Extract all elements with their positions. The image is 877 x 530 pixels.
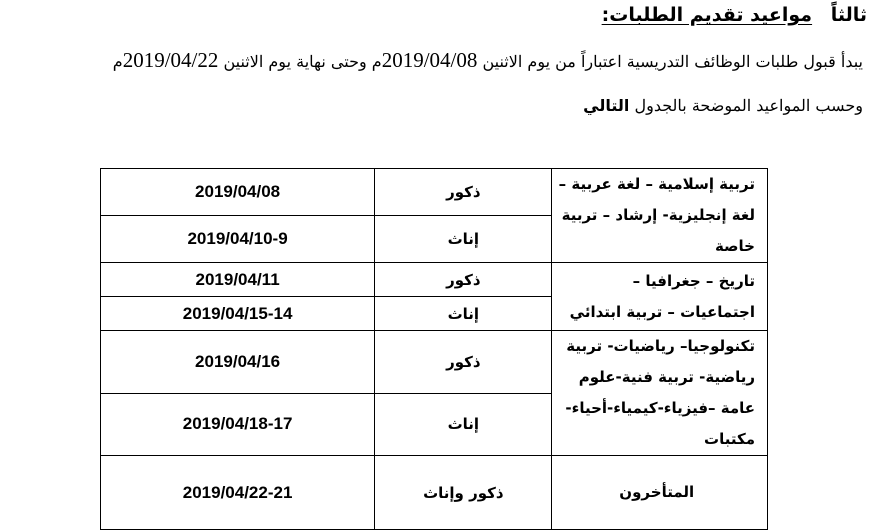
subject-cell: تربية إسلامية – لغة عربية – لغة إنجليزية- إرشاد – تربية خاصة <box>552 169 768 263</box>
date-cell: 2019/04/08 <box>101 169 375 216</box>
intro-line-2-bold: التالي <box>583 96 630 115</box>
start-date: 2019/04/08 <box>381 48 478 72</box>
subject-cell: المتأخرون <box>552 456 768 530</box>
section-heading <box>602 4 867 26</box>
section-title: مواعيد تقديم الطلبات: <box>601 4 813 26</box>
date-cell: 2019/04/18-17 <box>101 393 375 456</box>
gender-cell: ذكور <box>375 331 552 394</box>
intro-text-1: يبدأ قبول طلبات الوظائف التدريسية اعتباراً من يوم الاثنين <box>482 52 863 71</box>
table-row <box>101 456 768 530</box>
date-cell: 2019/04/16 <box>101 331 375 394</box>
intro-line-2-text: وحسب المواعيد الموضحة بالجدول <box>634 96 863 115</box>
date-cell: 2019/04/15-14 <box>101 297 375 331</box>
schedule-table <box>100 168 768 530</box>
intro-text-2: م وحتى نهاية يوم الاثنين <box>223 52 382 71</box>
gender-cell: ذكور <box>375 263 552 297</box>
intro-line-1 <box>10 48 863 73</box>
gender-cell: إناث <box>375 216 552 263</box>
section-number: ثالثاً <box>830 4 867 26</box>
gender-cell: ذكور وإناث <box>375 456 552 530</box>
subject-cell: تكنولوجيا– رياضيات- تربية رياضية- تربية فنية-علوم عامة –فيزياء-كيمياء-أحياء-مكتبات <box>552 331 768 456</box>
gender-cell: إناث <box>375 393 552 456</box>
date-cell: 2019/04/22-21 <box>101 456 375 530</box>
table-row <box>101 331 768 394</box>
end-date: 2019/04/22 <box>122 48 219 72</box>
gender-cell: إناث <box>375 297 552 331</box>
date-cell: 2019/04/11 <box>101 263 375 297</box>
gender-cell: ذكور <box>375 169 552 216</box>
table-row <box>101 169 768 216</box>
intro-line-2 <box>10 96 863 115</box>
date-cell: 2019/04/10-9 <box>101 216 375 263</box>
intro-text-3: م <box>112 52 123 71</box>
subject-cell: تاريخ – جغرافيا – اجتماعيات – تربية ابتدائي <box>552 263 768 331</box>
table-row <box>101 263 768 297</box>
